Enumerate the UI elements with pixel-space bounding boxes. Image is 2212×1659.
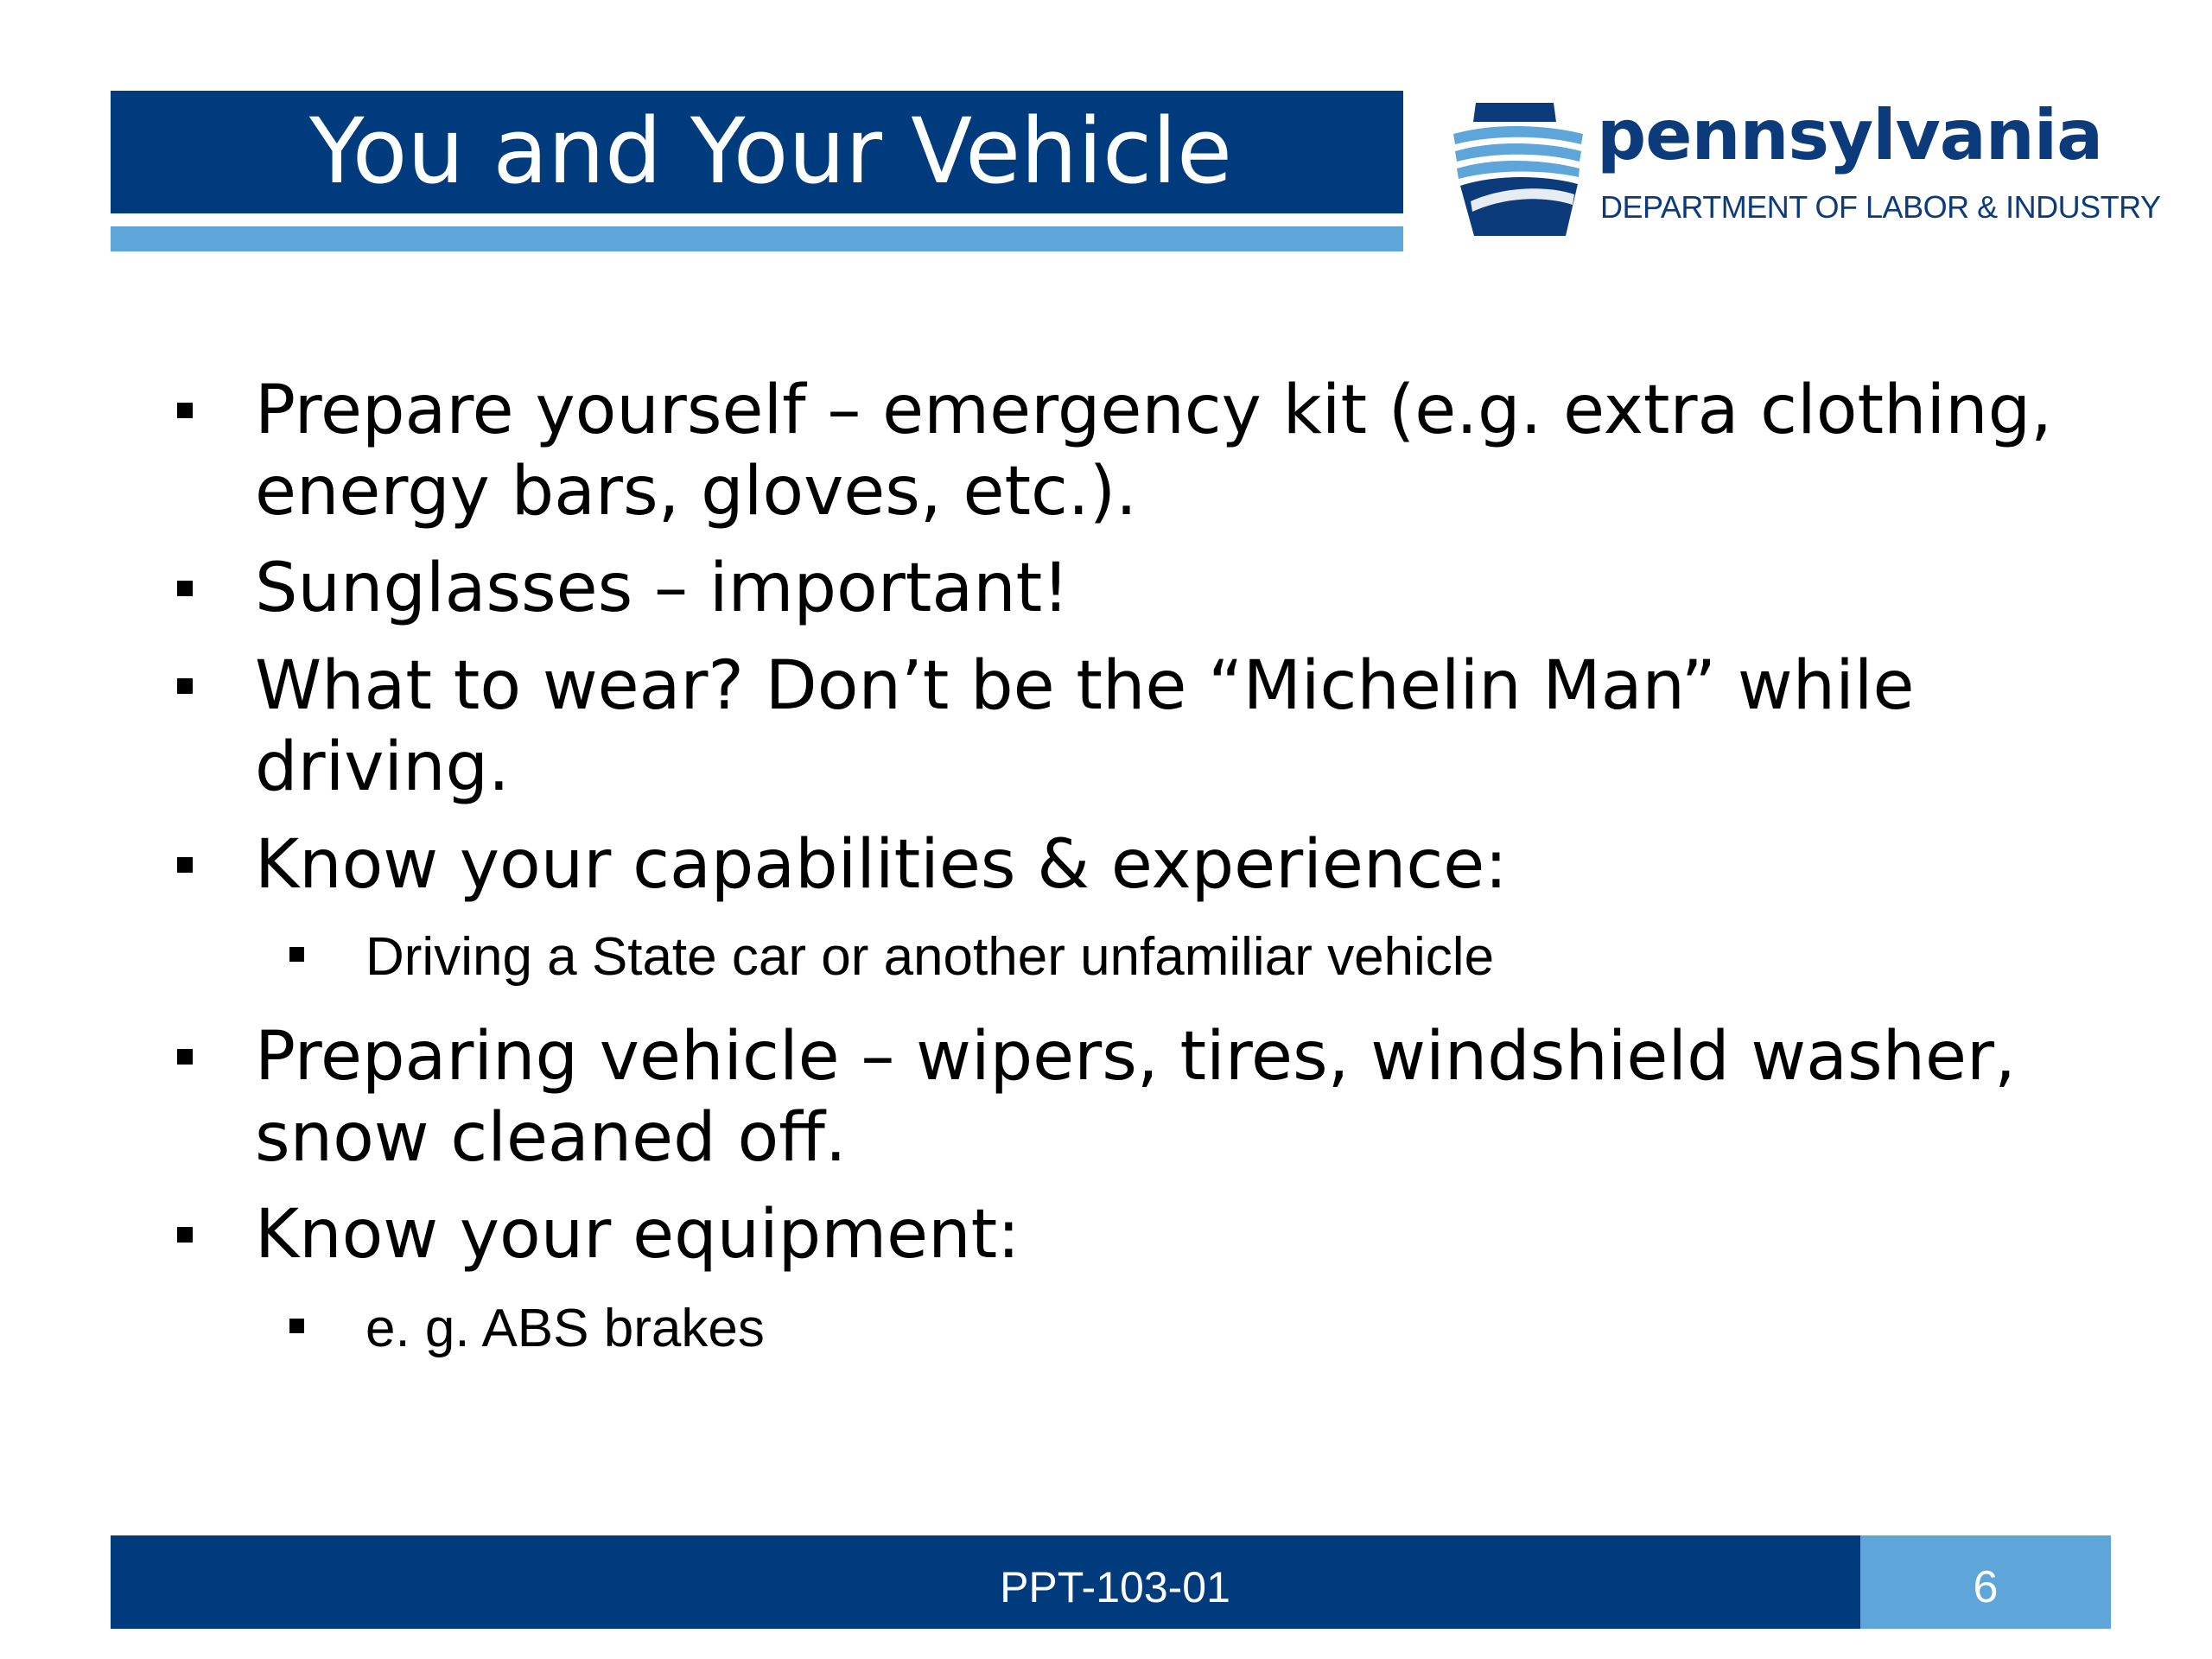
list-item [255, 548, 2104, 629]
bullet-text: Sunglasses – important! [255, 550, 1070, 627]
logo-department: DEPARTMENT OF LABOR & INDUSTRY [1600, 189, 2161, 225]
square-bullet-icon [177, 1227, 193, 1243]
bullet-text: Know your capabilities & experience: [255, 826, 1508, 904]
square-bullet-icon [177, 857, 193, 873]
bullet-text: Prepare yourself – emergency kit (e.g. extra clothing, energy bars, gloves, etc.). [255, 372, 2052, 531]
footer-bar [111, 1535, 1860, 1629]
bullet-text: Know your equipment: [255, 1196, 1020, 1274]
sub-bullet-text: Driving a State car or another unfamiliar vehicle [365, 927, 1495, 987]
slide-title: You and Your Vehicle [309, 99, 1233, 204]
title-underline [111, 226, 1403, 251]
square-bullet-icon [289, 947, 304, 962]
pa-labor-industry-logo [1445, 95, 2161, 246]
title-banner [111, 91, 1403, 213]
square-bullet-icon [177, 581, 193, 596]
list-item [255, 1194, 2104, 1275]
sub-list-item [365, 1296, 2007, 1362]
footer-code: PPT-103-01 [1000, 1563, 1230, 1611]
list-item [255, 1016, 2104, 1179]
square-bullet-icon [289, 1319, 304, 1333]
sub-bullet-text: e. g. ABS brakes [365, 1299, 765, 1358]
list-item [255, 645, 2104, 808]
keystone-icon [1445, 99, 1590, 238]
bullet-text: What to wear? Don’t be the “Michelin Man” while driving. [255, 647, 1915, 806]
square-bullet-icon [177, 403, 193, 418]
bullet-text: Preparing vehicle – wipers, tires, windshield washer, snow cleaned off. [255, 1018, 2016, 1177]
logo-wordmark: pennsylvania [1597, 95, 2103, 175]
square-bullet-icon [177, 678, 193, 694]
page-number: 6 [1860, 1535, 2111, 1629]
list-item [255, 370, 2104, 532]
list-item [255, 824, 2104, 906]
sub-list-item [365, 925, 2007, 990]
square-bullet-icon [177, 1049, 193, 1065]
